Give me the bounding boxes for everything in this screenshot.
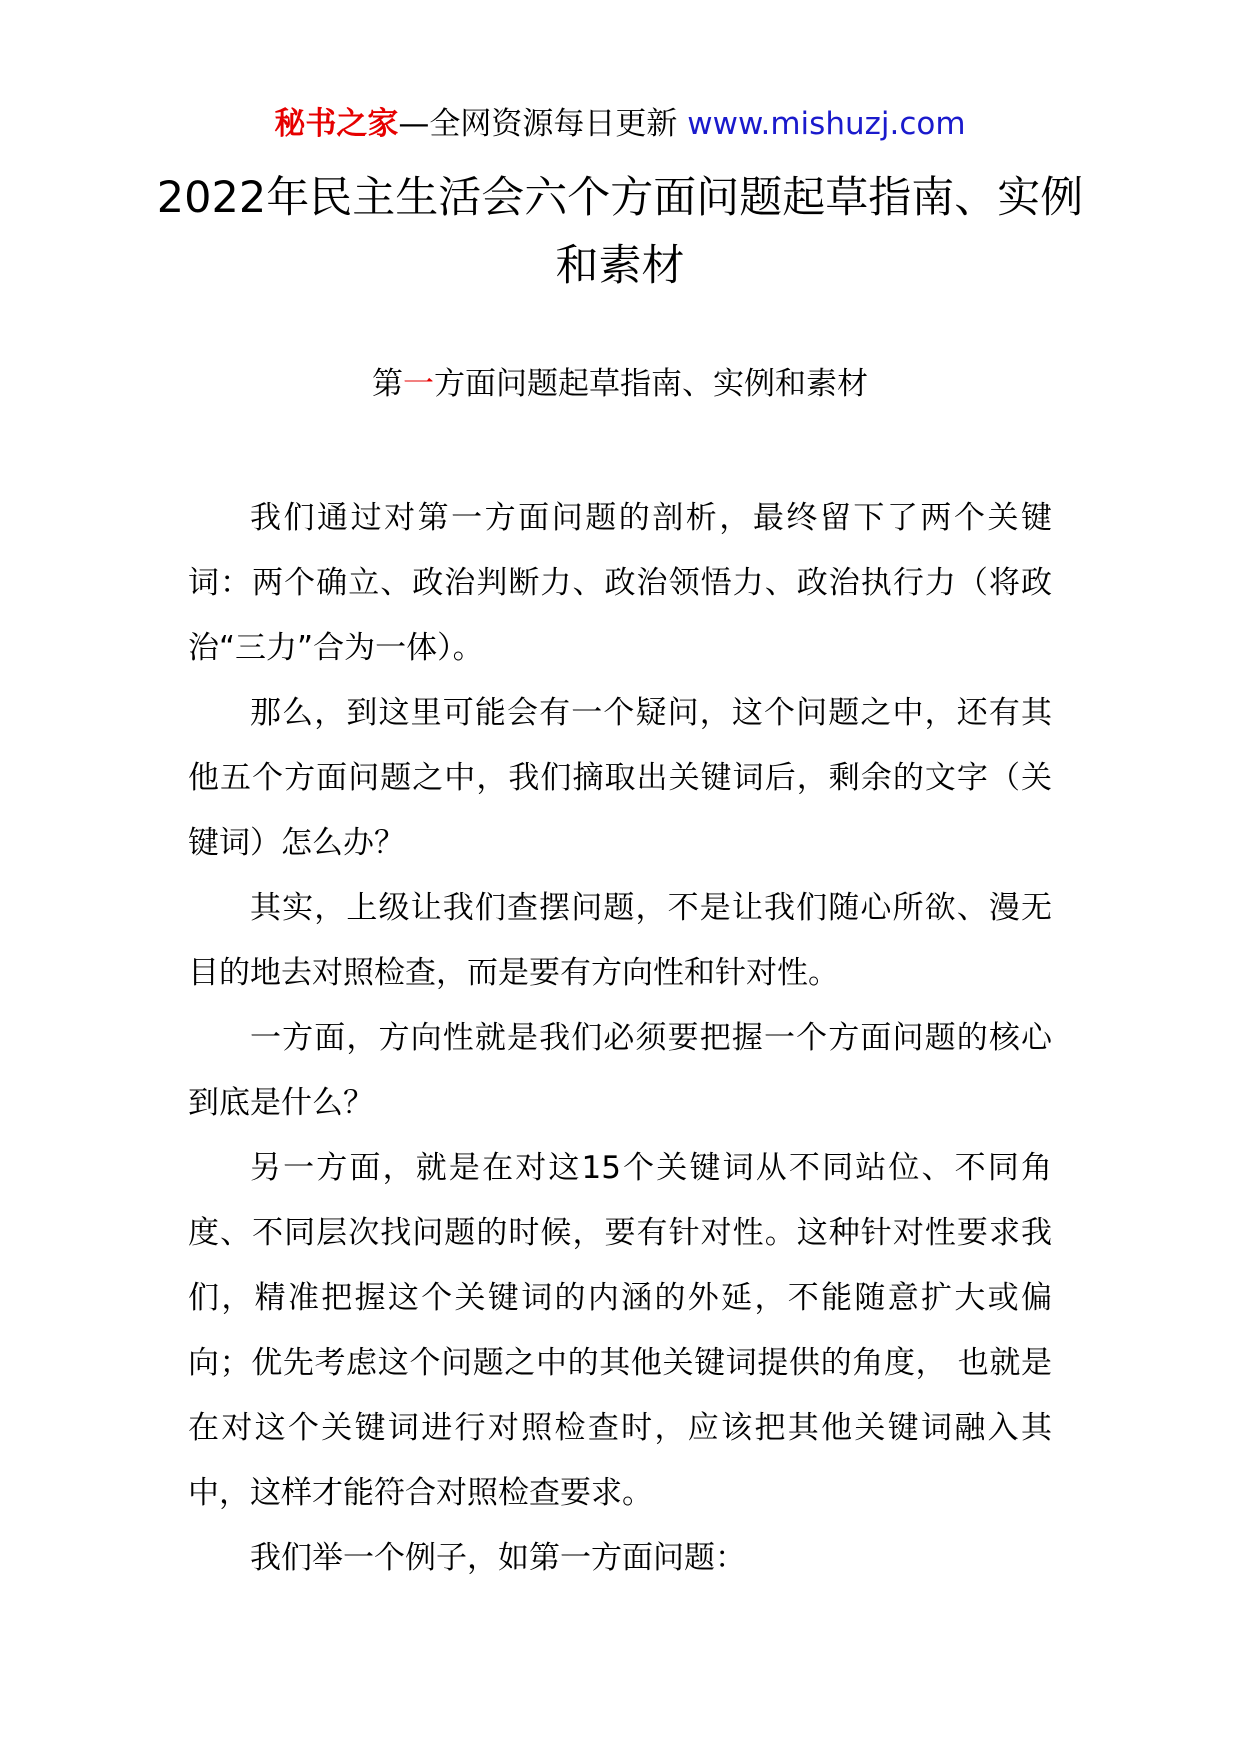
- section-heading-number: 一: [403, 366, 434, 402]
- paragraph: 另一方面，就是在对这15个关键词从不同站位、不同角度、不同层次找问题的时候，要有针对性。这种针对性要求我们，精准把握这个关键词的内涵的外延，不能随意扩大或偏向；优先考虑这个问题之中的其他关键词提供的角度， 也就是在对这个关键词进行对照检查时，应该把其他关键词融入其中，这样才能符合对照检查要求。: [188, 1150, 1052, 1511]
- header-slogan: —全网资源每日更新: [398, 106, 688, 142]
- site-header: [0, 104, 1240, 144]
- paragraph: 其实，上级让我们查摆问题，不是让我们随心所欲、漫无目的地去对照检查，而是要有方向性和针对性。: [188, 890, 1052, 991]
- site-url-link[interactable]: www.mishuzj.com: [687, 106, 966, 142]
- paragraph: 我们通过对第一方面问题的剖析，最终留下了两个关键词：两个确立、政治判断力、政治领悟力、政治执行力（将政治“三力”合为一体）。: [188, 500, 1052, 666]
- document-title: 2022年民主生活会六个方面问题起草指南、实例和素材: [156, 173, 1084, 291]
- paragraph: 那么，到这里可能会有一个疑问，这个问题之中，还有其他五个方面问题之中，我们摘取出关键词后，剩余的文字（关键词）怎么办？: [188, 695, 1052, 861]
- section-heading-prefix: 第: [372, 366, 403, 402]
- paragraph: 我们举一个例子，如第一方面问题：: [250, 1540, 746, 1576]
- paragraph: 一方面，方向性就是我们必须要把握一个方面问题的核心到底是什么？: [188, 1020, 1052, 1121]
- section-heading: [0, 364, 1240, 404]
- brand-name: 秘书之家: [274, 106, 399, 142]
- section-heading-suffix: 方面问题起草指南、实例和素材: [434, 366, 868, 402]
- body-text: [188, 486, 1052, 1591]
